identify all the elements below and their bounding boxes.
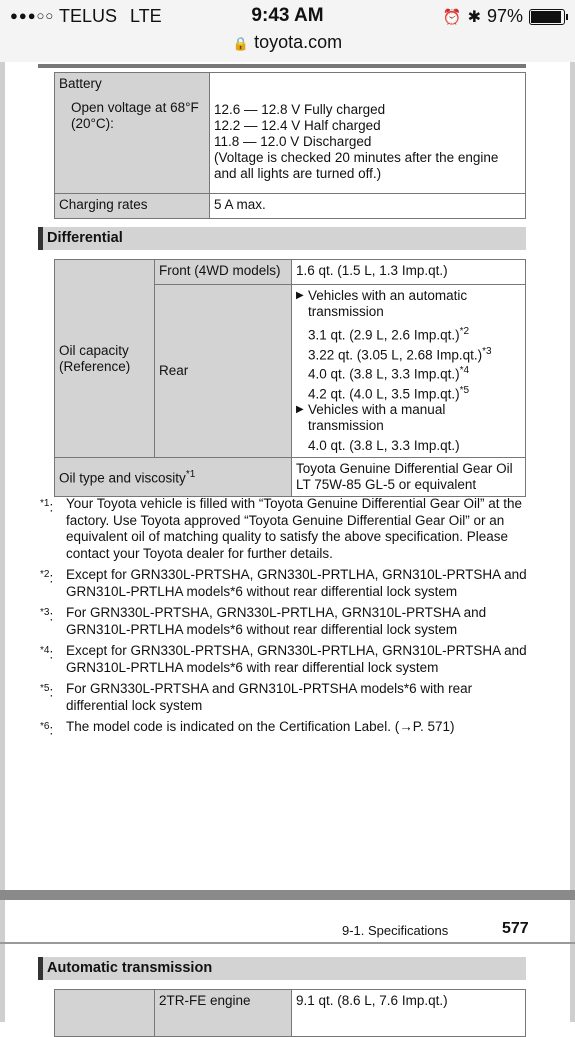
- engine-label: 2TR-FE engine: [155, 990, 292, 1037]
- footnote: $^{*1}$: Your Toyota vehicle is filled with “Toyota Genuine Differential Gear Oil” at the factory. Use Toyota approved “Toyota Genuine Differential Gear Oil” or an equivalent oil of matching quality to satisfy the above specification. Please contact your Toyota dealer for further details.: [40, 496, 522, 561]
- auto-value: 3.22 qt. (3.05 L, 2.68 Imp.qt.)$^{*3}$: [308, 345, 492, 362]
- battery-header: Battery: [59, 76, 102, 91]
- manual-heading: [296, 402, 521, 434]
- battery-label-cell: [55, 73, 210, 194]
- alarm-icon: ⏰: [442, 8, 462, 26]
- lock-icon: 🔒: [232, 36, 250, 51]
- voltage-note: (Voltage is checked 20 minutes after the engine and all lights are turned off.): [214, 150, 499, 181]
- voltage-line: 12.6 — 12.8 V Fully charged: [214, 102, 386, 117]
- footnote: $^{*3}$: For GRN330L-PRTSHA, GRN330L-PRTLHA, GRN310L-PRTSHA and GRN310L-PRTLHA models*6 without rear differential lock system: [40, 605, 487, 637]
- differential-title: Differential: [47, 230, 123, 246]
- auto-value: 4.2 qt. (4.0 L, 3.5 Imp.qt.)$^{*5}$: [308, 384, 470, 401]
- auto-value: 4.0 qt. (3.8 L, 3.3 Imp.qt.)$^{*4}$: [308, 365, 470, 382]
- heading-marker: [38, 957, 43, 980]
- footnote: $^{*6}$: The model code is indicated on the Certification Label. (→P. 571): [40, 719, 455, 738]
- charging-rates-label: Charging rates: [55, 194, 210, 219]
- battery-icon: [529, 9, 565, 25]
- front-label: Front (4WD models): [155, 260, 292, 285]
- address-bar[interactable]: [0, 32, 575, 53]
- oil-capacity-label: Oil capacity (Reference): [55, 260, 155, 458]
- oil-type-value: Toyota Genuine Differential Gear Oil LT 75W-85 GL-5 or equivalent: [292, 458, 526, 497]
- triangle-bullet-icon: ▶: [296, 290, 304, 301]
- differential-heading: [38, 227, 526, 250]
- charging-rates-value: 5 A max.: [210, 194, 526, 219]
- footer-rule: [0, 942, 575, 944]
- footnote: $^{*5}$: For GRN330L-PRTSHA and GRN310L-PRTSHA models*6 with rear differential lock system: [40, 681, 473, 713]
- automatic-transmission-title: Automatic transmission: [47, 960, 213, 976]
- voltage-line: 11.8 — 12.0 V Discharged: [214, 134, 372, 149]
- page-divider: [0, 890, 575, 900]
- page-edge-right: [570, 62, 575, 1022]
- footnotes: [40, 496, 528, 744]
- battery-percent: 97%: [486, 6, 523, 26]
- status-icons: [443, 6, 565, 27]
- rear-label: Rear: [155, 285, 292, 458]
- automatic-transmission-table: [54, 989, 526, 1037]
- heading-marker: [38, 227, 43, 250]
- triangle-bullet-icon: ▶: [296, 404, 304, 415]
- differential-table: [54, 259, 526, 497]
- manual-heading-text: Vehicles with a manual transmission: [308, 402, 446, 433]
- clock: 9:43 AM: [251, 5, 324, 26]
- auto-value: 3.1 qt. (2.9 L, 2.6 Imp.qt.)$^{*2}$: [308, 326, 470, 343]
- battery-table: [54, 72, 526, 219]
- automatic-transmission-heading: [38, 957, 526, 980]
- signal-icon: ●●●○○: [10, 8, 55, 23]
- transmission-label-cell: [55, 990, 155, 1037]
- network-type: LTE: [130, 6, 162, 26]
- url-text: toyota.com: [254, 32, 343, 52]
- bluetooth-icon: ✱: [467, 8, 481, 26]
- battery-values-cell: [210, 73, 526, 194]
- auto-heading-text: Vehicles with an automatic transmission: [308, 288, 468, 319]
- engine-value: 9.1 qt. (8.6 L, 7.6 Imp.qt.): [292, 990, 526, 1037]
- auto-heading: [296, 288, 521, 320]
- auto-values: [296, 324, 521, 402]
- status-bar: [0, 0, 575, 62]
- voltage-line: 12.2 — 12.4 V Half charged: [214, 118, 381, 133]
- page-edge-left: [0, 62, 5, 1022]
- section-rule: [38, 64, 526, 68]
- manual-value: 4.0 qt. (3.8 L, 3.3 Imp.qt.): [308, 438, 460, 453]
- footnote: $^{*2}$: Except for GRN330L-PRTSHA, GRN330L-PRTLHA, GRN310L-PRTSHA and GRN310L-PRTLHA models*6 without rear differential lock system: [40, 567, 527, 599]
- page-number: 577: [502, 920, 529, 937]
- front-value: 1.6 qt. (1.5 L, 1.3 Imp.qt.): [292, 260, 526, 285]
- oil-type-label: Oil type and viscosity$^{*1}$: [55, 458, 292, 497]
- section-label: 9-1. Specifications: [342, 923, 449, 938]
- rear-values-cell: [292, 285, 526, 458]
- footnote: $^{*4}$: Except for GRN330L-PRTSHA, GRN330L-PRTLHA, GRN310L-PRTSHA and GRN310L-PRTLHA models*6 with rear differential lock system: [40, 643, 527, 675]
- carrier-name: TELUS: [58, 6, 117, 26]
- open-voltage-label: Open voltage at 68°F (20°C):: [71, 100, 199, 131]
